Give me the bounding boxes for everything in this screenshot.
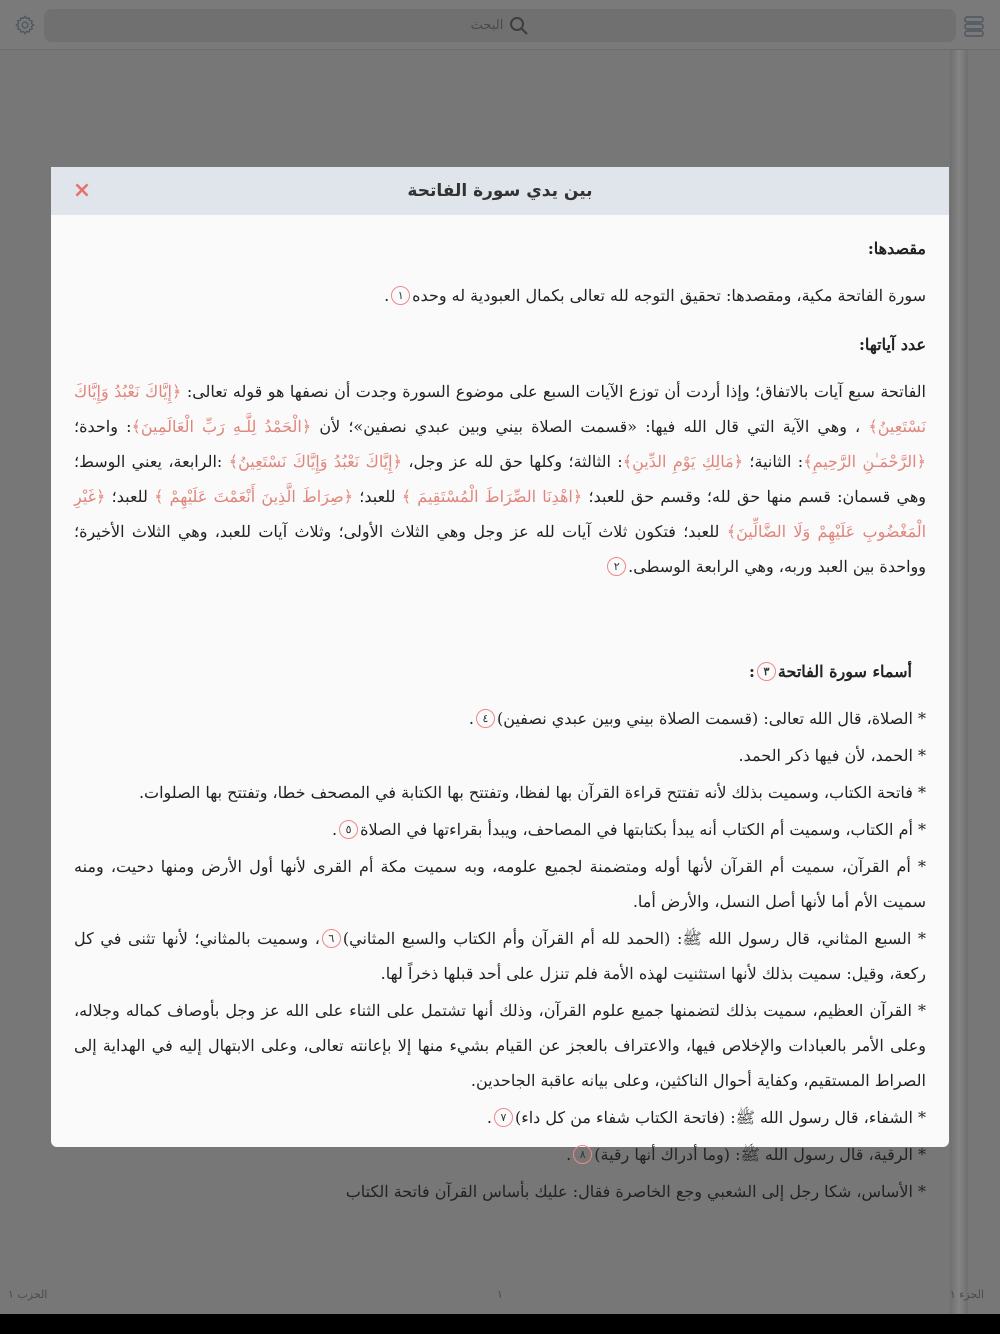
list-item xyxy=(74,849,926,919)
footnote-marker[interactable]: ٤ xyxy=(476,709,495,728)
text-segment: : الثالثة؛ وكلها حق لله عز وجل، xyxy=(401,452,623,471)
footnote-marker[interactable]: ٧ xyxy=(494,1108,513,1127)
text-segment: للعبد؛ xyxy=(105,487,155,506)
footnote-marker[interactable]: ٦ xyxy=(322,929,341,948)
paragraph xyxy=(74,278,926,313)
list-item xyxy=(74,921,926,991)
list-item xyxy=(74,1100,926,1135)
footnote-marker[interactable]: ٥ xyxy=(339,820,358,839)
surah-intro-dialog xyxy=(51,167,949,1201)
text-segment: * الشفاء، قال رسول الله ﷺ: (فاتحة الكتاب شفاء من كل داء) xyxy=(514,1108,926,1127)
spacer xyxy=(74,598,926,648)
dialog-header xyxy=(51,167,949,215)
text-segment: * الأساس، شكا رجل إلى الشعبي وجع الخاصرة فقال: عليك بأساس القرآن فاتحة الكتاب xyxy=(345,1182,926,1201)
text-segment: * الحمد، لأن فيها ذكر الحمد. xyxy=(738,746,926,765)
gear-icon[interactable] xyxy=(14,14,36,36)
text-segment: . xyxy=(468,709,474,728)
juz-label: الجزء ١ xyxy=(949,1288,984,1301)
text-segment: سورة الفاتحة مكية، ومقصدها: تحقيق التوجه لله تعالى بكمال العبودية له وحده xyxy=(412,286,926,305)
section-heading xyxy=(74,327,926,362)
list-item xyxy=(74,1137,926,1172)
text-segment: * الرقية، قال رسول الله ﷺ: (وما أدراك أنها رقية) xyxy=(594,1145,926,1164)
quran-verse: ﴿الرَّحْمَـٰنِ الرَّحِيمِ﴾ xyxy=(803,452,927,471)
quran-verse: ﴿إِيَّاكَ نَعْبُدُ وَإِيَّاكَ نَسْتَعِينُ﴾ xyxy=(228,452,402,471)
section-heading: أسماء سورة الفاتحة٣: xyxy=(749,662,912,681)
top-bar xyxy=(0,0,1000,50)
quran-verse: ﴿غَيْرِ الْمَغْضُوبِ عَلَيْهِمْ وَلَا الضَّالِّينَ﴾ xyxy=(74,487,927,541)
text-segment: للعبد؛ فتكون ثلاث آيات لله عز وجل وهي الثلاث الأولى؛ وثلاث آيات للعبد، وهي الثلاث الأخيرة؛ وواحدة بين العبد وربه، وهي الرابعة الوسطى. xyxy=(74,522,926,576)
list-item xyxy=(74,993,926,1098)
heading-text: أسماء سورة الفاتحة xyxy=(777,662,912,681)
text-segment: : واحدة؛ xyxy=(74,417,132,436)
quran-verse: ﴿اهْدِنَا الصِّرَاطَ الْمُسْتَقِيمَ ﴾ xyxy=(401,487,583,506)
hizb-label: الحزب ١ xyxy=(8,1288,48,1301)
page-edge xyxy=(950,50,968,1314)
text-segment: : الثانية؛ xyxy=(743,452,804,471)
page-number: ١ xyxy=(497,1288,503,1301)
paragraph xyxy=(74,374,926,584)
text-segment: * أم القرآن، سميت أم القرآن لأنها أوله ومتضمنة لجميع علومه، وبه سميت مكة أم القرى لأنها أول الأرض ومنها دحيت، ومنه سميت الأم أما لأنها أصل النسل، والأرض أما. xyxy=(74,857,926,911)
dialog-title: بين يدي سورة الفاتحة xyxy=(407,181,593,201)
text-segment: :الرابعة، يعني الوسط؛ وهي قسمان: قسم منها حق لله؛ وقسم حق للعبد؛ xyxy=(74,452,927,506)
text-segment: * أم الكتاب، وسميت أم الكتاب أنه يبدأ بكتابتها في المصاحف، ويبدأ بقراءتها في الصلاة xyxy=(360,820,926,839)
text-segment: * الصلاة، قال الله تعالى: (قسمت الصلاة بيني وبين عبدي نصفين) xyxy=(497,709,926,728)
dialog-content[interactable] xyxy=(51,215,949,1201)
quran-verse: ﴿الْحَمْدُ لِلَّـهِ رَبِّ الْعَالَمِينَ﴾ xyxy=(131,417,312,436)
text-segment: . xyxy=(486,1108,492,1127)
list-item xyxy=(74,1174,926,1209)
section-heading xyxy=(74,231,926,266)
quran-verse: ﴿صِرَاطَ الَّذِينَ أَنْعَمْتَ عَلَيْهِمْ ﴾ xyxy=(154,487,354,506)
text-segment: * فاتحة الكتاب، وسميت بذلك لأنه تفتتح قراءة القرآن بها لفظا، وتفتتح بها الكتابة في المصحف خطا، وتفتتح بها الصلوات. xyxy=(138,783,926,802)
close-icon[interactable]: × xyxy=(72,178,92,203)
menu-icon[interactable] xyxy=(962,14,986,38)
text-segment: ، وهي الآية التي قال الله فيها: «قسمت الصلاة بيني وبين عبدي نصفين»؛ لأن xyxy=(311,417,869,436)
page-footer xyxy=(0,1286,1000,1308)
text-segment: . xyxy=(384,286,390,305)
text-segment: * السبع المثاني، قال رسول الله ﷺ: (الحمد لله أم القرآن وأم الكتاب والسبع المثاني) xyxy=(342,929,927,948)
search-input[interactable] xyxy=(44,9,956,42)
text-segment: للعبد؛ xyxy=(353,487,402,506)
quran-verse: ﴿إِيَّاكَ نَعْبُدُ وَإِيَّاكَ نَسْتَعِينُ﴾ xyxy=(74,382,927,436)
footnote-marker[interactable]: ٣ xyxy=(757,662,776,681)
text-segment: * القرآن العظيم، سميت بذلك لتضمنها جميع علوم القرآن، وذلك أنها تشتمل على الثناء على الله عز وجل بأوصاف كماله وجلاله، وعلى الأمر بالعبادات والإخلاص فيها، والاعتراف بالعجز عن القيام بشيء منها إلا بإعانته تعالى، وعلى الابتهال إليه في الهداية إلى الصراط المستقيم، وكفاية أحوال الناكثين، وعلى بيانه عاقبة الجاحدين. xyxy=(74,1001,926,1090)
footnote-marker[interactable]: ١ xyxy=(391,286,410,305)
list-item xyxy=(74,812,926,847)
footnote-marker[interactable]: ٢ xyxy=(607,557,626,576)
text-segment: ، وسميت بالمثاني؛ لأنها تثنى في كل ركعة، وقيل: سميت بذلك لأنها استثنيت لهذه الأمة فلم تنزل على أحد قبلها ذخراً لها. xyxy=(74,929,926,983)
list-item xyxy=(74,775,926,810)
heading-text: عدد آياتها: xyxy=(858,335,926,354)
list-item xyxy=(74,701,926,736)
list-item xyxy=(74,738,926,773)
search-placeholder: البحث xyxy=(470,18,504,33)
footnote-marker[interactable]: ٨ xyxy=(573,1145,592,1164)
text-segment: . xyxy=(566,1145,572,1164)
quran-verse: ﴿مَالِكِ يَوْمِ الدِّينِ﴾ xyxy=(622,452,744,471)
search-icon xyxy=(509,16,529,36)
heading-text: مقصدها: xyxy=(867,239,926,258)
text-segment: الفاتحة سبع آيات بالاتفاق؛ وإذا أردت أن توزع الآيات السبع على موضوع السورة وجدت أن نصفها هو قوله تعالى: xyxy=(181,382,927,401)
text-segment: . xyxy=(332,820,338,839)
